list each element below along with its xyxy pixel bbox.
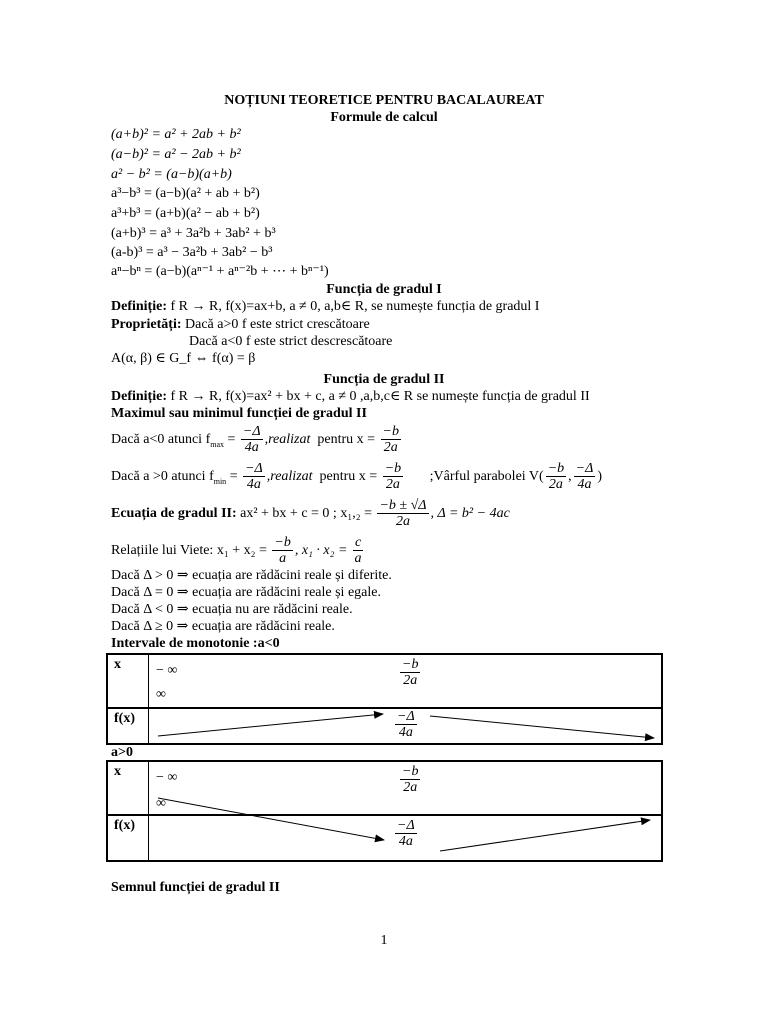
delta-line: Dacă Δ > 0 ⇒ ecuația are rădăcini reale și diferite. <box>111 568 392 583</box>
ecuatia-tail: , Δ = b² − 4ac <box>430 506 510 521</box>
numerator: −b <box>274 535 291 551</box>
denominator: 2a <box>396 514 410 530</box>
numerator: −Δ <box>397 709 415 724</box>
min-subscript: min <box>213 476 227 486</box>
table-x-label: x <box>114 657 121 672</box>
max-subscript: max <box>210 439 225 449</box>
denominator: 4a <box>398 725 413 740</box>
plus-infinity: ∞ <box>156 687 166 702</box>
denominator: a <box>279 551 287 567</box>
property-text: Dacă a>0 f este strict crescătoare <box>181 317 370 332</box>
realizat-text: ,realizat <box>264 432 311 447</box>
formula-line: a² − b² = (a−b)(a+b) <box>111 167 232 182</box>
denominator: 2a <box>385 477 400 493</box>
viete-mid: , x₁ · x₂ = <box>294 543 348 558</box>
numerator: −b <box>402 764 419 779</box>
equals-sign: = <box>227 432 236 447</box>
table-fx-label: f(x) <box>114 818 135 833</box>
denominator: a <box>354 551 362 567</box>
delta-line: Dacă Δ ≥ 0 ⇒ ecuația are rădăcini reale. <box>111 619 335 634</box>
maxmin-heading: Maximul sau minimul funcției de gradul II <box>111 406 367 421</box>
numerator: c <box>354 535 362 551</box>
ecuatia-text: ax² + bx + c = 0 ; x₁,₂ = <box>236 506 372 521</box>
pentru-text: pentru x = <box>319 469 378 484</box>
numerator: −b <box>382 424 399 440</box>
delta-line: Dacă Δ < 0 ⇒ ecuația nu are rădăcini reale. <box>111 602 353 617</box>
formula-line: a³+b³ = (a+b)(a² − ab + b²) <box>111 206 260 221</box>
formula-line: (a−b)² = a² − 2ab + b² <box>111 147 241 162</box>
denominator: 2a <box>403 673 418 688</box>
plus-infinity: ∞ <box>156 796 166 811</box>
comma: , <box>568 469 572 484</box>
grad1-heading: Funcția de gradul I <box>326 282 442 297</box>
varf-text: ;Vârful parabolei V( <box>429 469 544 484</box>
denominator: 4a <box>577 477 592 493</box>
numerator: −b <box>384 461 402 477</box>
numerator: −Δ <box>575 461 594 477</box>
formula-line: (a+b)² = a² + 2ab + b² <box>111 127 241 142</box>
denominator: 4a <box>246 477 261 493</box>
max-prefix: Dacă a<0 atunci f <box>111 432 211 447</box>
arrow-decreasing <box>430 716 654 738</box>
denominator: 2a <box>383 440 398 456</box>
ecuatia-label: Ecuația de gradul II: <box>111 506 237 521</box>
definition-label: Definiție: <box>111 299 167 314</box>
formula-line: (a+b)³ = a³ + 3a²b + 3ab² + b³ <box>111 226 276 241</box>
minus-infinity: − ∞ <box>156 770 178 785</box>
arrow-increasing <box>440 820 650 851</box>
table-fx-label: f(x) <box>114 711 135 726</box>
realizat-text: ,realizat <box>266 469 313 484</box>
pentru-text: pentru x = <box>317 432 376 447</box>
denominator: 4a <box>398 834 413 849</box>
denominator: 2a <box>403 780 418 795</box>
grad2-heading: Funcția de gradul II <box>323 372 445 387</box>
minus-infinity: − ∞ <box>156 663 178 678</box>
property-label: Proprietăți: <box>111 317 182 332</box>
formula-line: (a-b)³ = a³ − 3a²b + 3ab² − b³ <box>111 245 273 260</box>
equals-sign: = <box>229 469 238 484</box>
interval-heading: Intervale de monotonie :a<0 <box>111 636 280 651</box>
numerator: −Δ <box>242 424 261 440</box>
close-paren: ) <box>597 469 602 484</box>
numerator: −b ± √Δ <box>379 498 427 514</box>
formule-heading: Formule de calcul <box>330 110 438 125</box>
definition-text: f R → R, f(x)=ax² + bx + c, a ≠ 0 ,a,b,c∈ R se numește funcția de gradul II <box>166 389 590 404</box>
numerator: −Δ <box>245 461 263 477</box>
grad1-property-2: Dacă a<0 f este strict descrescătoare <box>189 334 393 349</box>
table-x-label: x <box>114 764 121 779</box>
arrow-increasing <box>158 714 383 736</box>
delta-line: Dacă Δ = 0 ⇒ ecuația are rădăcini reale și egale. <box>111 585 381 600</box>
grad1-property-3: A(α, β) ∈ G_f ⇔ f(α) = β <box>111 351 256 366</box>
page-number: 1 <box>380 933 388 948</box>
min-prefix: Dacă a >0 atunci f <box>111 469 214 484</box>
denominator: 2a <box>548 477 563 493</box>
a-positive-label: a>0 <box>111 745 133 760</box>
denominator: 4a <box>244 440 259 456</box>
viete-prefix: Relațiile lui Viete: x₁ + x₂ = <box>111 543 267 558</box>
formula-line: a³−b³ = (a−b)(a² + ab + b²) <box>111 186 260 201</box>
numerator: −b <box>402 657 419 672</box>
formula-line: aⁿ−bⁿ = (a−b)(aⁿ⁻¹ + aⁿ⁻²b + ⋯ + bⁿ⁻¹) <box>111 264 329 279</box>
semn-heading: Semnul funcției de gradul II <box>111 880 280 895</box>
definition-label: Definiție: <box>111 389 167 404</box>
arrow-decreasing <box>158 798 384 840</box>
numerator: −b <box>547 461 565 477</box>
numerator: −Δ <box>397 818 415 833</box>
definition-text: f R → R, f(x)=ax+b, a ≠ 0, a,b∈ R, se numește funcția de gradul I <box>166 299 540 314</box>
document-title: NOȚIUNI TEORETICE PENTRU BACALAUREAT <box>224 93 544 108</box>
